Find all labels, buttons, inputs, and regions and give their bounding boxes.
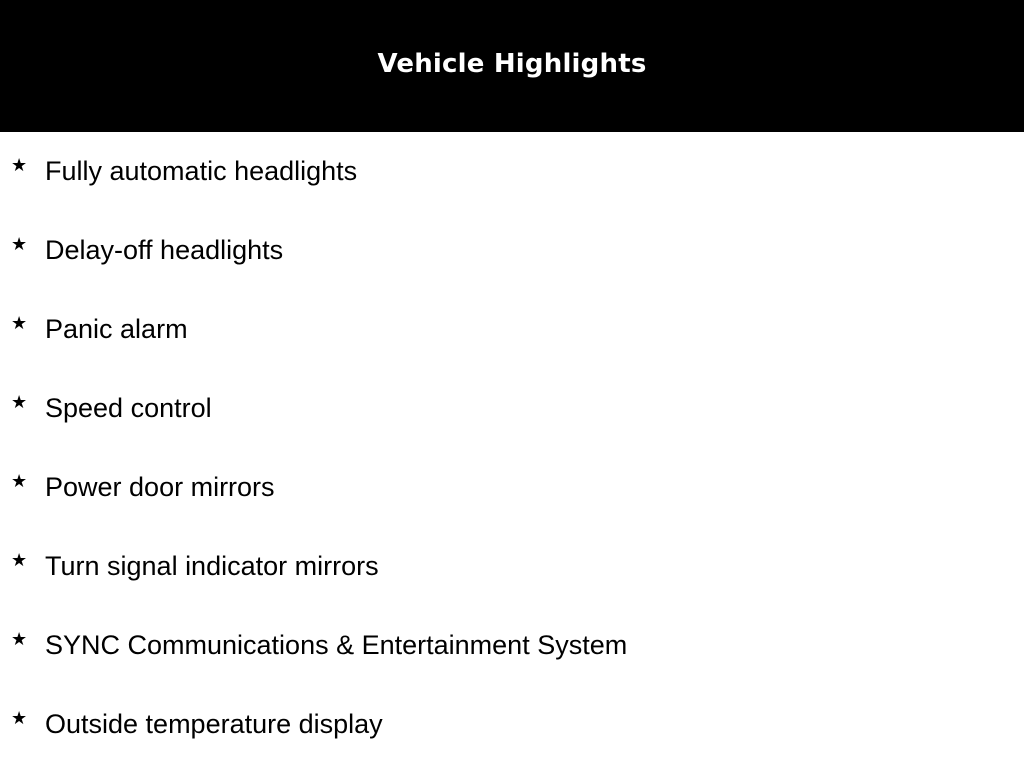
highlight-label: Power door mirrors xyxy=(45,472,275,502)
star-icon: ★ xyxy=(11,155,28,176)
star-icon: ★ xyxy=(11,629,28,650)
highlight-label: Fully automatic headlights xyxy=(45,156,358,186)
highlight-label: Speed control xyxy=(45,393,212,423)
highlight-label: Panic alarm xyxy=(45,314,188,344)
star-icon: ★ xyxy=(11,550,28,571)
star-icon: ★ xyxy=(11,392,28,413)
highlight-label: Outside temperature display xyxy=(45,709,383,739)
highlight-label: SYNC Communications & Entertainment System xyxy=(45,630,628,660)
page-title: Vehicle Highlights xyxy=(377,49,647,79)
star-icon: ★ xyxy=(11,708,28,729)
header-banner xyxy=(0,0,1024,132)
highlight-label: Turn signal indicator mirrors xyxy=(45,551,379,581)
star-icon: ★ xyxy=(11,313,28,334)
highlight-label: Delay-off headlights xyxy=(45,235,284,265)
star-icon: ★ xyxy=(11,234,28,255)
star-icon: ★ xyxy=(11,471,28,492)
